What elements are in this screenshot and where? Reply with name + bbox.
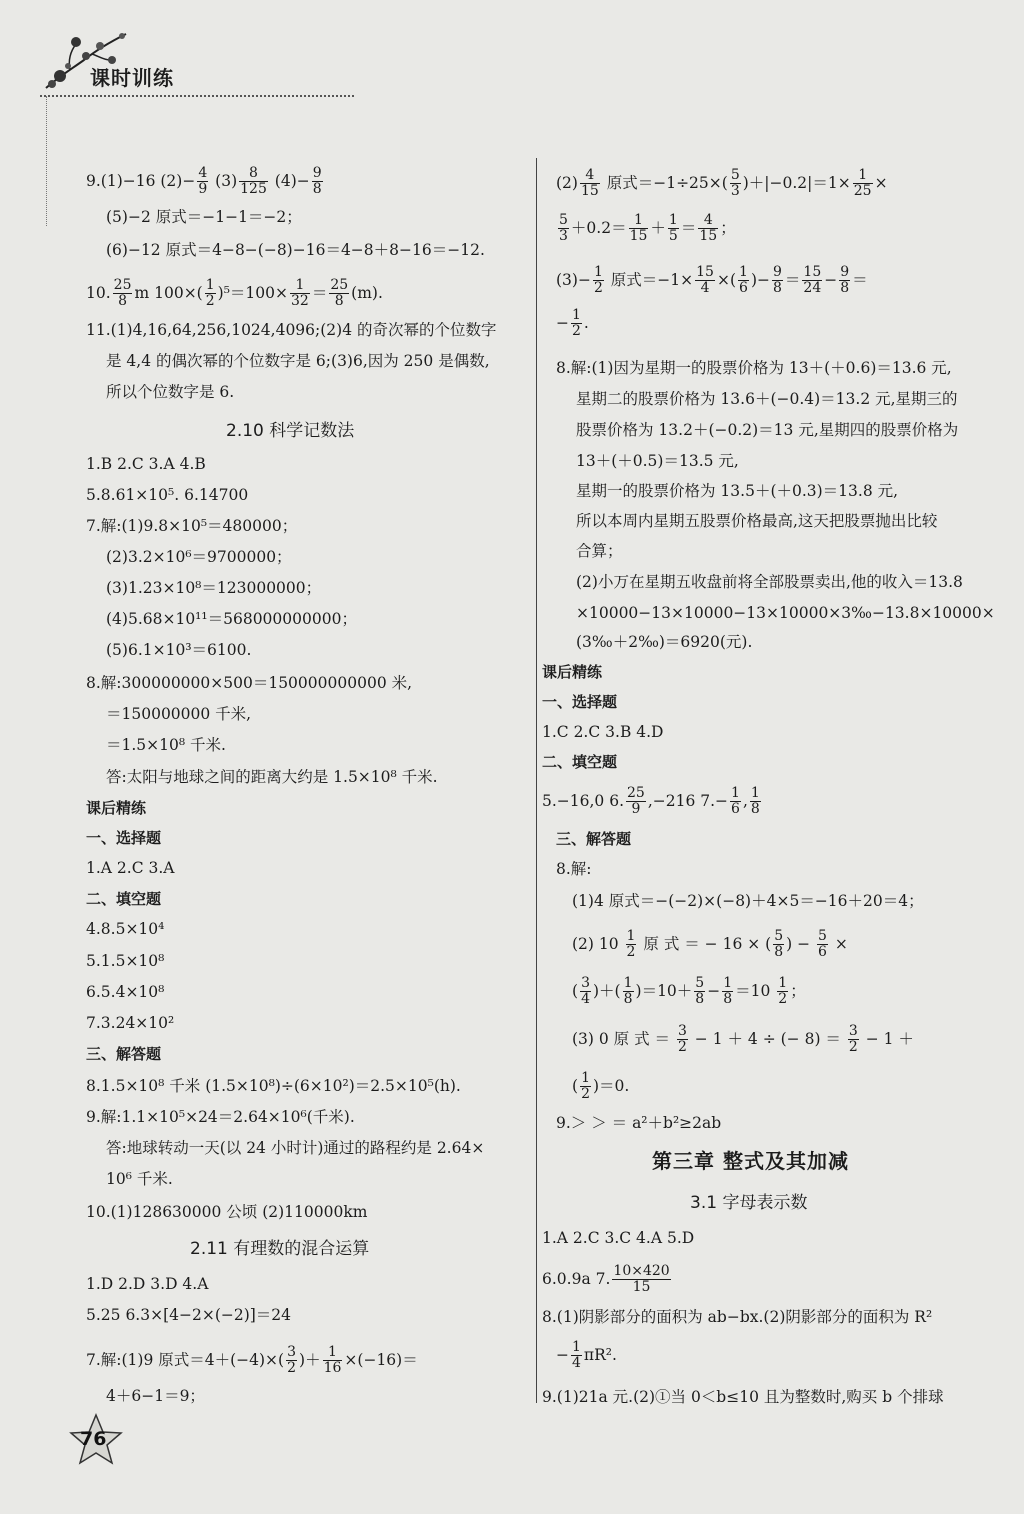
stock-line-7: 合算；	[576, 542, 623, 560]
solve-answer-8-2: (2) 10 $\frac{1}{2}$ 原 式 ＝ − 16 × ( $\frac{5}{8}$ ) − $\frac{5}{6}$ ×	[572, 928, 848, 961]
letter-answer-8-cont: − $\frac{1}{4}$ πR².	[556, 1339, 617, 1372]
fill-answer-5: 5.1.5×10⁸	[86, 952, 165, 970]
answer-11-line1: 11.(1)4,16,64,256,1024,4096;(2)4 的奇次幂的个位数字	[86, 321, 497, 339]
stock-line-2: 星期二的股票价格为 13.6＋(−0.4)＝13.2 元,星期三的	[576, 390, 958, 408]
answer-r2-cont: $\frac{5}{3}$ ＋0.2＝ $\frac{1}{15}$ ＋ $\frac{1}{5}$ ＝ $\frac{4}{15}$ ；	[559, 212, 736, 245]
sci-answer-8-4: 答:太阳与地球之间的距离大约是 1.5×10⁸ 千米.	[106, 768, 438, 786]
solve-answer-9: 9.＞ ＞ ＝ a²＋b²≥2ab	[556, 1114, 722, 1132]
sci-answer-8-1: 8.解:300000000×500＝150000000000 米,	[86, 674, 413, 692]
sci-answer-7-3: (3)1.23×10⁸＝123000000；	[106, 579, 322, 597]
answer-9-6: (6)−12 原式＝4−8−(−8)−16＝4−8＋8−16＝−12.	[106, 241, 485, 259]
fill-heading: 二、填空题	[542, 753, 618, 771]
sci-answer-7-2: (2)3.2×10⁶＝9700000；	[106, 548, 292, 566]
section-heading-3-1: 3.1 字母表示数	[690, 1193, 808, 1213]
header-margin-rule	[46, 96, 47, 226]
solve-answer-8-1: (1)4 原式＝−(−2)×(−8)＋4×5＝−16＋20＝4；	[572, 892, 924, 910]
stock-line-10: (3‰＋2‰)＝6920(元).	[576, 633, 753, 651]
solve-answer-8: 8.1.5×10⁸ 千米 (1.5×10⁸)÷(6×10²)＝2.5×10⁵(h).	[86, 1077, 461, 1095]
sci-answer-8-3: ＝1.5×10⁸ 千米.	[106, 736, 226, 754]
header-title: 课时训练	[90, 66, 174, 90]
solve-answer-9-2: 答:地球转动一天(以 24 小时计)通过的路程约是 2.64×	[106, 1139, 485, 1157]
fill-answer-6: 6.5.4×10⁸	[86, 983, 165, 1001]
answer-11-line2: 是 4,4 的偶次幂的个位数字是 6;(3)6,因为 250 是偶数,	[106, 352, 490, 370]
answer-11-line3: 所以个位数字是 6.	[106, 383, 235, 401]
mixed-answers-1-4: 1.D 2.D 3.D 4.A	[86, 1275, 209, 1293]
stock-line-5: 星期一的股票价格为 13.5＋(＋0.3)＝13.8 元,	[576, 482, 899, 500]
stock-line-6: 所以本周内星期五股票价格最高,这天把股票抛出比较	[576, 512, 938, 530]
fill-heading: 二、填空题	[86, 890, 162, 908]
stock-line-3: 股票价格为 13.2＋(−0.2)＝13 元,星期四的股票价格为	[576, 421, 959, 439]
choice-heading: 一、选择题	[86, 829, 162, 847]
stock-line-9: ×10000−13×10000−13×10000×3‰−13.8×10000×	[576, 604, 995, 622]
solve-answer-9-3: 10⁶ 千米.	[106, 1170, 173, 1188]
mixed-answer-7: 7.解:(1)9 原式＝4＋(−4)×( $\frac{3}{2}$ )＋ $\frac{1}{16}$ ×(−16)＝	[86, 1344, 418, 1377]
sci-answer-8-2: ＝150000000 千米,	[106, 705, 252, 723]
page-number: 76	[80, 1428, 107, 1450]
chapter-title: 第三章 整式及其加减	[652, 1149, 849, 1173]
solve-answer-9: 9.解:1.1×10⁵×24＝2.64×10⁶(千米).	[86, 1108, 355, 1126]
answer-r3-cont: − $\frac{1}{2}$ .	[556, 307, 589, 340]
sci-answer-7-1: 7.解:(1)9.8×10⁵＝480000；	[86, 517, 298, 535]
sci-answers-1-4: 1.B 2.C 3.A 4.B	[86, 455, 206, 473]
letter-answer-8: 8.(1)阴影部分的面积为 ab−bx.(2)阴影部分的面积为 R²	[542, 1308, 933, 1326]
solve-answer-8-3-cont: ( $\frac{1}{2}$ )＝0.	[572, 1070, 630, 1103]
answer-r3: (3)− $\frac{1}{2}$ 原式＝−1× $\frac{15}{4}$ ×( $\frac{1}{6}$ )− $\frac{9}{8}$ ＝ $\frac{15}{24}$ − $\frac{9}{8}$ ＝	[556, 264, 868, 297]
answer-9-5: (5)−2 原式＝−1−1＝−2；	[106, 208, 302, 226]
mixed-answer-7-2: 4＋6−1＝9；	[106, 1387, 205, 1405]
answer-r2: (2) $\frac{4}{15}$ 原式＝−1÷25×( $\frac{5}{3}$ )＋|−0.2|＝1× $\frac{1}{25}$ ×	[556, 167, 888, 200]
solve-answer-8: 8.解:	[556, 860, 592, 878]
choice-answers: 1.A 2.C 3.A	[86, 859, 175, 877]
fill-answer-7: 7.3.24×10²	[86, 1014, 175, 1032]
solve-heading: 三、解答题	[86, 1045, 162, 1063]
column-divider	[536, 158, 537, 1403]
solve-answer-10: 10.(1)128630000 公顷 (2)110000km	[86, 1203, 368, 1221]
solve-answer-8-2-cont: ( $\frac{3}{4}$ )＋( $\frac{1}{8}$ )＝10＋ $\frac{5}{8}$ − $\frac{1}{8}$ ＝10 $\frac{1}{2}$ ；	[572, 975, 806, 1008]
solve-answer-8-3: (3) 0 原 式 ＝ $\frac{3}{2}$ − 1 ＋ 4 ÷ (− 8) ＝ $\frac{3}{2}$ − 1 ＋	[572, 1023, 914, 1056]
stock-line-4: 13＋(＋0.5)＝13.5 元,	[576, 452, 739, 470]
fill-answers: 5.−16,0 6. $\frac{25}{9}$ ,−216 7.− $\frac{1}{6}$ , $\frac{1}{8}$	[542, 785, 760, 818]
answer-10: 10. $\frac{25}{8}$ m 100×( $\frac{1}{2}$ )⁵＝100× $\frac{1}{32}$ ＝ $\frac{25}{8}$ (m).	[86, 277, 383, 310]
sci-answer-7-4: (4)5.68×10¹¹＝568000000000；	[106, 610, 357, 628]
stock-line-8: (2)小万在星期五收盘前将全部股票卖出,他的收入＝13.8	[576, 573, 963, 591]
practice-heading: 课后精练	[542, 663, 603, 681]
fill-answer-4: 4.8.5×10⁴	[86, 920, 165, 938]
section-heading-2-11: 2.11 有理数的混合运算	[190, 1239, 370, 1259]
letter-answers-6-7: 6.0.9a 7. $\frac{10\times 420}{15}$	[542, 1263, 670, 1296]
choice-answers: 1.C 2.C 3.B 4.D	[542, 723, 664, 741]
letter-answer-9: 9.(1)21a 元.(2)①当 0＜b≤10 且为整数时,购买 b 个排球	[542, 1388, 944, 1406]
answer-9: 9.(1)−16 (2)− $\frac{4}{9}$ (3) $\frac{8}{125}$ (4)− $\frac{9}{8}$	[86, 165, 322, 198]
choice-heading: 一、选择题	[542, 693, 618, 711]
stock-line-1: 8.解:(1)因为星期一的股票价格为 13＋(＋0.6)＝13.6 元,	[556, 359, 952, 377]
solve-heading: 三、解答题	[556, 830, 632, 848]
header-rule	[40, 95, 354, 97]
mixed-answers-5-6: 5.25 6.3×[4−2×(−2)]＝24	[86, 1306, 292, 1324]
sci-answer-7-5: (5)6.1×10³＝6100.	[106, 641, 252, 659]
section-heading-2-10: 2.10 科学记数法	[226, 421, 355, 441]
sci-answers-5-6: 5.8.61×10⁵. 6.14700	[86, 486, 249, 504]
letter-answers-1-5: 1.A 2.C 3.C 4.A 5.D	[542, 1229, 695, 1247]
practice-heading: 课后精练	[86, 799, 147, 817]
